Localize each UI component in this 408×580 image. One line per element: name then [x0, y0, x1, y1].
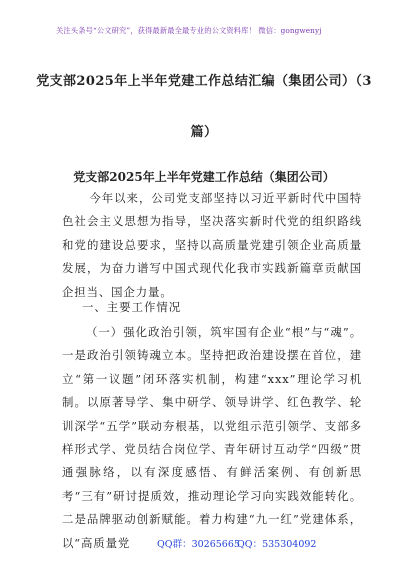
footer-qq-contact: QQ：535304092 — [237, 539, 317, 550]
footer-qq-group: QQ群：30265665 — [157, 539, 240, 550]
document-title-line-2: 篇） — [190, 125, 218, 140]
document-title-line-1: 党支部2025年上半年党建工作总结汇编（集团公司）（3 — [36, 74, 372, 89]
promo-banner: 关注头条号“公文研究”，获得最新最全最专业的公文资料库！ 微信：gongwenyj — [56, 26, 322, 35]
work-paragraph: （一）强化政治引领，筑牢国有企业“根”与“魂”。一是政治引领铸魂立本。坚持把政治建设摆在首位，建立“第一议题”闭环落实机制，构建“xxx”理论学习机制。以原著导学、集中研学、领导讲学、红色教学、轮训深学“五学”联动夯根基，以党组示范引领学、支部多样形式学、党员结合岗位学、青年研讨互动学“四级”贯通强脉络，以有深度感悟、有鲜活案例、有创新思考“三有”研讨提质效，推动理论学习向实践效能转化。二是品牌驱动创新赋能。着力构建“九一红”党建体系，以“高质量党 — [62, 325, 362, 550]
intro-paragraph: 今年以来，公司党支部坚持以习近平新时代中国特色社会主义思想为指导，坚决落实新时代党的组织路线和党的建设总要求，坚持以高质量党建引领企业高质量发展，为奋力谱写中国式现代化我市实践新篇章贡献国企担当、国企力量。 — [62, 191, 362, 299]
section-subtitle: 党支部2025年上半年党建工作总结（集团公司） — [73, 170, 335, 184]
section-heading: 一、主要工作情况 — [82, 300, 182, 314]
